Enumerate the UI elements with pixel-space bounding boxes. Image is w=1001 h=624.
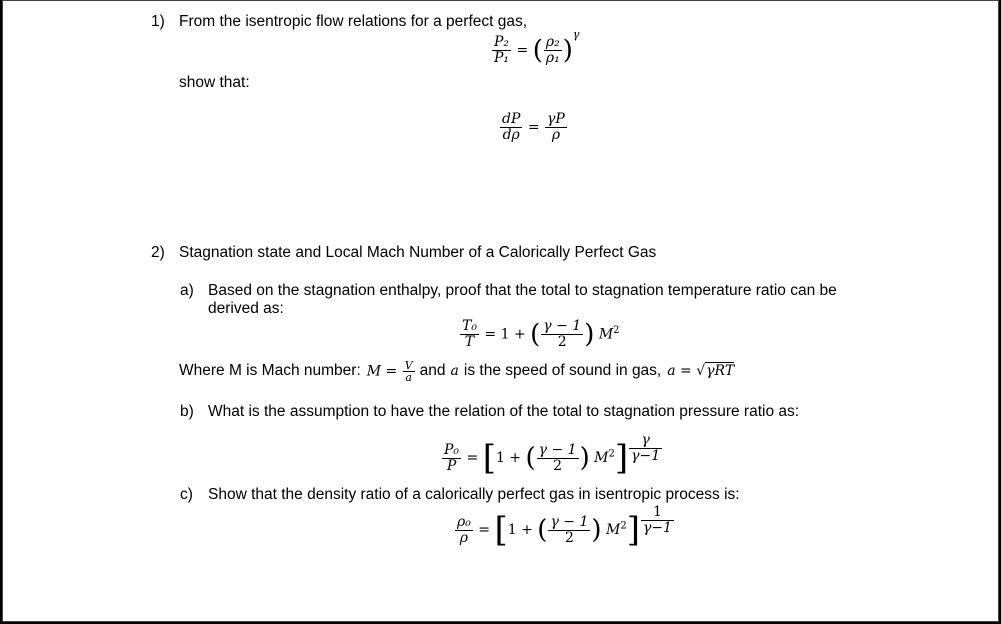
q2a-eq-lhs-den: T	[464, 334, 475, 350]
q2c-eq-frac-num: γ − 1	[550, 513, 589, 530]
q2a-where-line	[179, 360, 734, 382]
q2b-eq-m-exp: 2	[608, 448, 615, 460]
q2b-label: b)	[180, 403, 194, 420]
q2a-line2: derived as:	[208, 300, 284, 317]
q2b-eq-frac-den: 2	[553, 457, 563, 474]
q1-eq2-lhs-num: dP	[502, 111, 521, 127]
q2b-text: What is the assumption to have the relation of the total to stagnation pressure ratio as:	[208, 403, 800, 420]
q2b-eq-frac-num: γ − 1	[538, 441, 577, 458]
q2a-speed-lhs: a =	[667, 363, 692, 379]
q1-eq1-rhs-num: ρ₂	[545, 34, 560, 50]
q2c-eq-one-plus: 1 +	[507, 522, 533, 538]
q2a-speed-eq: a = √γRT	[667, 363, 735, 379]
q2a-eq-tail-exp: 2	[613, 324, 620, 336]
q2a-a-symbol: a	[450, 363, 459, 379]
q2a-eq-mid: = 1 +	[484, 326, 526, 343]
q2c-equation: $\frac{\text{ρ₀}}{\rho}$ = [1 + ( $\frac{\gamma - 1}{2}$ ) $M^2$] $\frac{1}{\gamma-1}$	[457, 504, 672, 550]
q1-eq2-rhs-den: ρ	[551, 127, 561, 143]
q1-eq1-lhs-den: P₁	[494, 50, 510, 66]
q1-equation-1: $\frac{\text{P₂}}{\text{P₁}}$ = ( $\frac{\text{ρ₂}}{\text{ρ₁}}$ )$^\gamma$	[494, 28, 580, 66]
q2c-eq-close: ]	[626, 510, 640, 550]
q2c-eq-frac-den: 2	[564, 529, 574, 546]
q2c-eq-lhs-num: ρ₀	[457, 513, 471, 530]
q2a-speed-text: is the speed of sound in gas,	[463, 362, 662, 379]
q1-eq1-equals: =	[516, 42, 529, 59]
q2b-exp-den: γ−1	[631, 448, 661, 464]
q2-title: Stagnation state and Local Mach Number of a Calorically Perfect Gas	[179, 244, 657, 261]
q2a-line1: Based on the stagnation enthalpy, proof that the total to stagnation temperature ratio can be	[208, 282, 837, 299]
q2b-eq-one-plus: 1 +	[495, 450, 522, 466]
q2a-mach-def	[367, 360, 416, 383]
q1-eq2-lhs-den: dρ	[502, 127, 520, 143]
q2a-eq-frac-den: 2	[557, 334, 567, 350]
q2a-sqrt-arg: γRT	[706, 363, 735, 379]
q2c-eq-m-exp: 2	[620, 520, 627, 532]
q2b-eq-exponent	[629, 433, 662, 464]
document-page	[2, 0, 999, 622]
q2b-eq-open: [	[482, 438, 496, 478]
q2b-eq-m: M	[594, 450, 609, 466]
q2a-eq-frac-num: γ − 1	[543, 318, 582, 334]
q2-number: 2)	[151, 244, 165, 261]
q1-show-that: show that:	[179, 74, 250, 91]
q2b-eq-lhs-num: P₀	[444, 441, 460, 458]
q2c-exp-num: 1	[641, 505, 674, 521]
q2c-text: Show that the density ratio of a calorically perfect gas in isentropic process is:	[208, 486, 740, 503]
q2c-eq-m: M	[605, 522, 621, 538]
q2a-eq-tail: M	[598, 326, 614, 343]
q2a-mach-lhs: M =	[366, 363, 398, 379]
q2c-eq-exponent	[641, 505, 674, 536]
q1-eq1-lhs-num: P₂	[494, 34, 510, 50]
q2b-eq-equals: =	[466, 450, 479, 466]
q2c-eq-lhs-den: ρ	[459, 529, 469, 546]
q1-number: 1)	[151, 13, 165, 30]
q1-eq1-rhs-den: ρ₁	[545, 50, 560, 66]
q2a-mach-num: V	[404, 358, 413, 372]
q2c-eq-open: [	[494, 510, 508, 550]
q2b-equation: $\frac{\text{P₀}}{P}$ = [1 + ( $\frac{\gamma - 1}{2}$ ) $M^2$] $\frac{\gamma}{\gamma-1}$	[444, 432, 661, 478]
q1-intro: From the isentropic flow relations for a perfect gas,	[179, 13, 528, 30]
q2b-exp-num: γ	[629, 433, 662, 449]
q1-eq2-rhs-num: γP	[547, 111, 565, 127]
q2a-mach-den: a	[405, 370, 412, 384]
q2b-eq-lhs-den: P	[446, 457, 457, 474]
q1-eq2-equals: =	[527, 119, 540, 136]
q2b-eq-close: ]	[614, 438, 629, 478]
q2a-equation: $\frac{\text{T₀}}{T}$ = 1 + ( $\frac{\gamma - 1}{2}$ ) $M^2$	[462, 318, 620, 350]
q2a-and-text: and	[419, 362, 446, 379]
q2c-label: c)	[180, 486, 193, 503]
q2a-where-text: Where M is Mach number:	[179, 362, 361, 379]
q2c-eq-equals: =	[478, 522, 491, 538]
q2c-exp-den: γ−1	[642, 520, 672, 536]
q1-equation-2	[499, 112, 568, 143]
q2a-eq-lhs-num: T₀	[462, 318, 477, 334]
q2a-label: a)	[180, 282, 194, 299]
q1-eq1-exponent: γ	[572, 28, 580, 41]
